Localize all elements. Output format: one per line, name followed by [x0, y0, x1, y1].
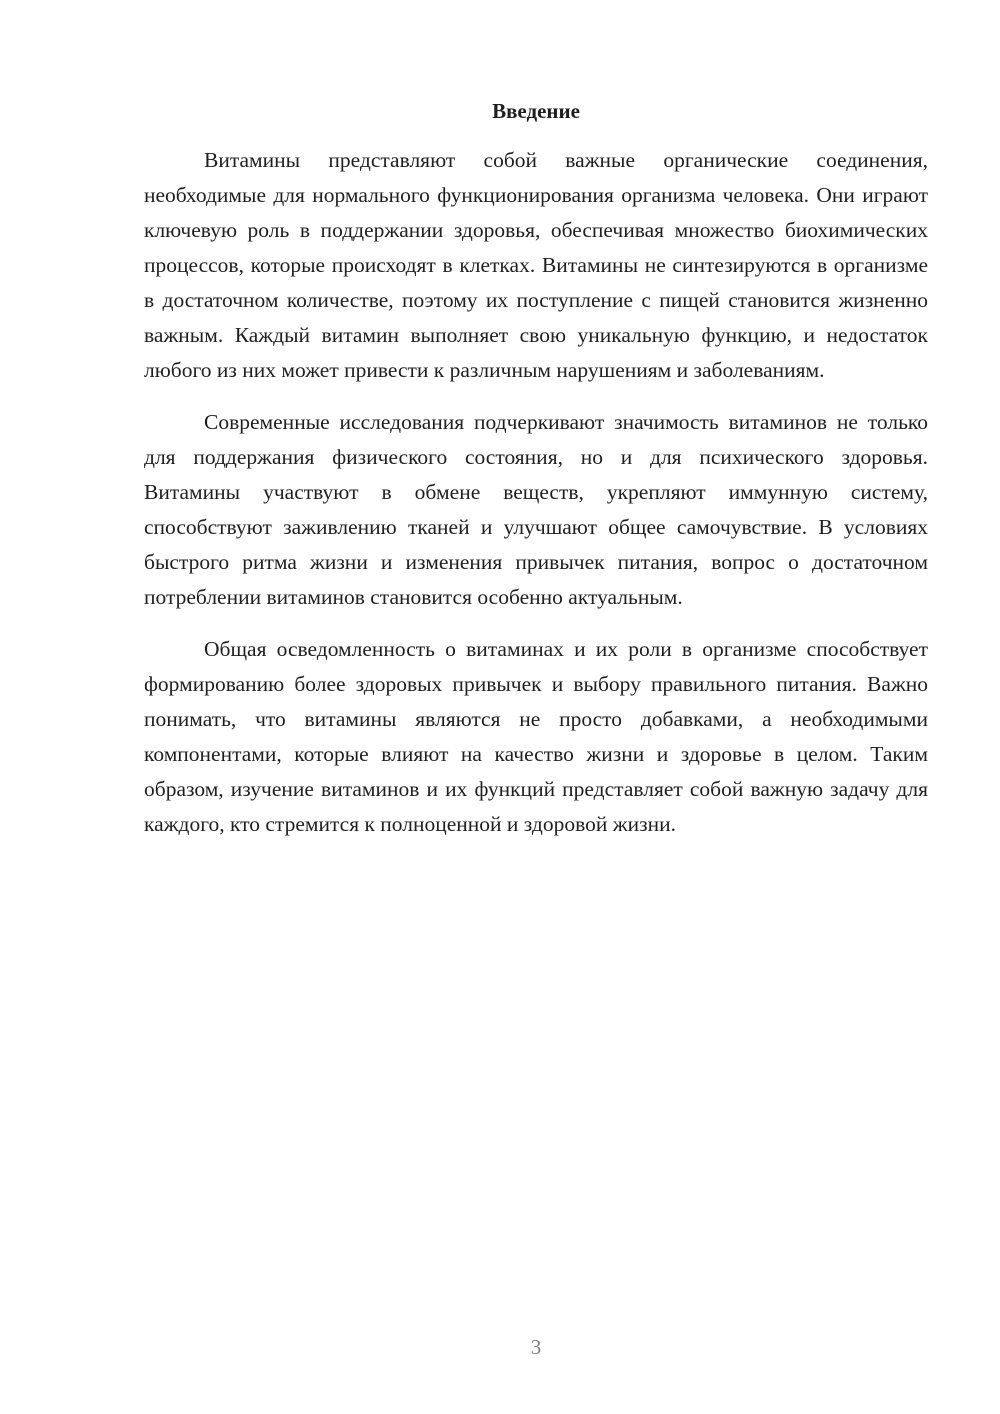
page-number: 3 [530, 1335, 542, 1359]
body-text [144, 143, 928, 859]
paragraph-1: Витамины представляют собой важные органические соединения, необходимые для нормального функционирования организма человека. Они играют ключевую роль в поддержании здоровья, обеспечивая множество биохимических процессов, которые происходят в клетках. Витамины не синтезируются в организме в достаточном количестве, поэтому их поступление с пищей становится жизненно важным. Каждый витамин выполняет свою уникальную функцию, и недостаток любого из них может привести к различным нарушениям и заболеваниям. [144, 148, 928, 382]
paragraph-2: Современные исследования подчеркивают значимость витаминов не только для поддержания физического состояния, но и для психического здоровья. Витамины участвуют в обмене веществ, укрепляют иммунную систему, способствуют заживлению тканей и улучшают общее самочувствие. В условиях быстрого ритма жизни и изменения привычек питания, вопрос о достаточном потреблении витаминов становится особенно актуальным. [144, 410, 928, 609]
section-heading: Введение [492, 99, 580, 123]
paragraph-3: Общая осведомленность о витаминах и их роли в организме способствует формированию более здоровых привычек и выбору правильного питания. Важно понимать, что витамины являются не просто добавками, а необходимыми компонентами, которые влияют на качество жизни и здоровье в целом. Таким образом, изучение витаминов и их функций представляет собой важную задачу для каждого, кто стремится к полноценной и здоровой жизни. [144, 637, 928, 836]
